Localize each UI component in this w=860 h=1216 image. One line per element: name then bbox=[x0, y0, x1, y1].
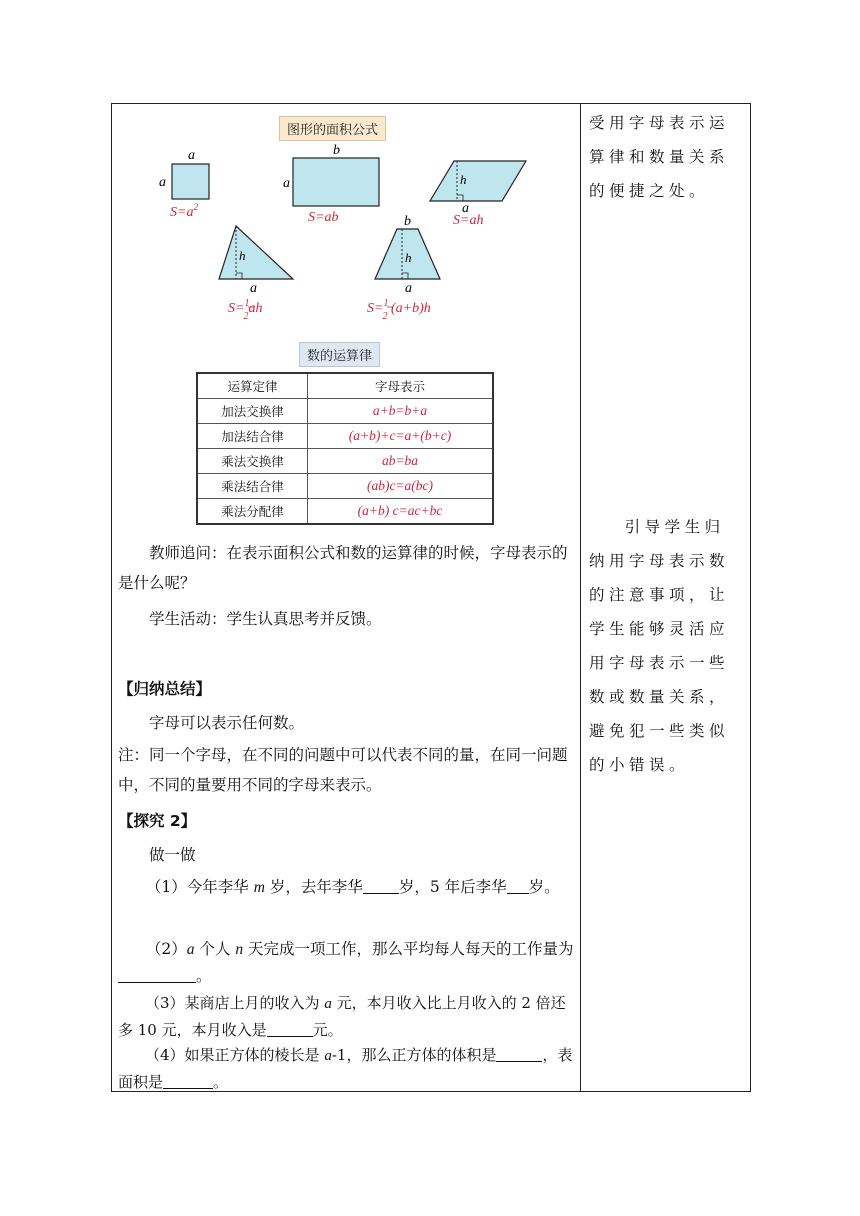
summary-note: 注：同一个字母，在不同的问题中可以代表不同的量，在同一问题中，不同的量要用不同的字母来表示。 bbox=[118, 746, 568, 794]
triangle-shape bbox=[219, 226, 293, 279]
side-note-bottom: 引导学生归纳用字母表示数的注意事项，让学生能够灵活应用字母表示一些数或数量关系，避免犯一些类似的小错误。 bbox=[589, 518, 730, 774]
square-side-top: a bbox=[188, 148, 195, 163]
area-formula-title: 图形的面积公式 bbox=[279, 116, 386, 141]
area-figures bbox=[112, 144, 580, 364]
explore-heading: 【探究 2】 bbox=[118, 812, 197, 830]
summary-text: 字母可以表示任何数。 bbox=[149, 714, 305, 732]
lesson-table bbox=[111, 103, 751, 1092]
parallelogram-formula: S=ah bbox=[453, 213, 484, 228]
rectangle-width: b bbox=[333, 144, 340, 158]
content-column bbox=[112, 104, 580, 1091]
parallelogram-height: h bbox=[460, 172, 467, 187]
table-row bbox=[197, 449, 493, 474]
ops-laws-table bbox=[196, 372, 494, 525]
answer-blank[interactable] bbox=[163, 1073, 213, 1089]
law-expression: (a+b)+c=a+(b+c) bbox=[308, 424, 494, 449]
law-expression: a+b=b+a bbox=[308, 399, 494, 424]
square-side-left: a bbox=[159, 175, 166, 190]
table-header-row bbox=[197, 373, 493, 399]
notes-column bbox=[581, 104, 751, 1091]
variable-a: a bbox=[324, 1048, 332, 1064]
variable-a: a bbox=[186, 941, 195, 958]
question-3: （3）某商店上月的收入为 a 元，本月收入比上月收入的 2 倍还多 10 元，本月收入是 元。 bbox=[118, 994, 566, 1039]
parallelogram-shape bbox=[430, 161, 526, 201]
variable-a: a bbox=[324, 996, 332, 1012]
law-expression: ab=ba bbox=[308, 449, 494, 474]
triangle-base: a bbox=[250, 281, 257, 296]
table-row bbox=[197, 399, 493, 424]
side-note-top: 受用字母表示运算律和数量关系的便捷之处。 bbox=[589, 114, 730, 200]
answer-blank[interactable] bbox=[507, 878, 529, 895]
answer-blank[interactable] bbox=[267, 1021, 313, 1037]
variable-n: n bbox=[235, 941, 244, 958]
teacher-question: 教师追问：在表示面积公式和数的运算律的时候，字母表示的是什么呢？ bbox=[118, 544, 568, 592]
summary-heading: 【归纳总结】 bbox=[118, 680, 212, 698]
trapezoid-base: a bbox=[405, 281, 412, 296]
table-row bbox=[197, 424, 493, 449]
law-name: 加法结合律 bbox=[197, 424, 308, 449]
student-activity: 学生活动：学生认真思考并反馈。 bbox=[149, 610, 382, 628]
header-expression: 字母表示 bbox=[308, 373, 494, 399]
square-formula: $S=a^2$ bbox=[170, 202, 198, 220]
parallelogram-base: a bbox=[462, 201, 469, 216]
trapezoid-formula: S=$^1$ 2 (a+b)h bbox=[367, 298, 431, 322]
header-law: 运算定律 bbox=[197, 373, 308, 399]
law-expression: (ab)c=a(bc) bbox=[308, 474, 494, 499]
law-name: 加法交换律 bbox=[197, 399, 308, 424]
rectangle-height: a bbox=[283, 176, 290, 191]
ops-laws-title: 数的运算律 bbox=[299, 342, 380, 367]
answer-blank[interactable] bbox=[363, 878, 399, 895]
trapezoid-height: h bbox=[405, 250, 412, 265]
question-4: （4）如果正方体的棱长是 a-1，那么正方体的体积是 ，表面积是 。 bbox=[118, 1046, 573, 1091]
rectangle-formula: S=ab bbox=[308, 210, 339, 225]
law-name: 乘法结合律 bbox=[197, 474, 308, 499]
answer-blank[interactable] bbox=[118, 967, 196, 984]
square-shape bbox=[172, 164, 209, 199]
variable-m: m bbox=[253, 879, 265, 896]
triangle-height: h bbox=[239, 248, 246, 263]
do-it-label: 做一做 bbox=[149, 846, 196, 864]
law-expression: (a+b) c=ac+bc bbox=[308, 499, 494, 525]
triangle-formula: S=$^1$ 2ah bbox=[228, 298, 263, 322]
law-name: 乘法分配律 bbox=[197, 499, 308, 525]
rectangle-shape bbox=[293, 158, 379, 206]
table-row bbox=[197, 499, 493, 525]
table-row bbox=[197, 474, 493, 499]
trapezoid-top: b bbox=[404, 214, 411, 229]
law-name: 乘法交换律 bbox=[197, 449, 308, 474]
question-2: （2）a 个人 n 天完成一项工作，那么平均每人每天的工作量为。 bbox=[118, 936, 576, 990]
answer-blank[interactable] bbox=[496, 1046, 542, 1062]
question-1: （1）今年李华 m 岁，去年李华 岁，5 年后李华 岁。 bbox=[145, 878, 560, 896]
